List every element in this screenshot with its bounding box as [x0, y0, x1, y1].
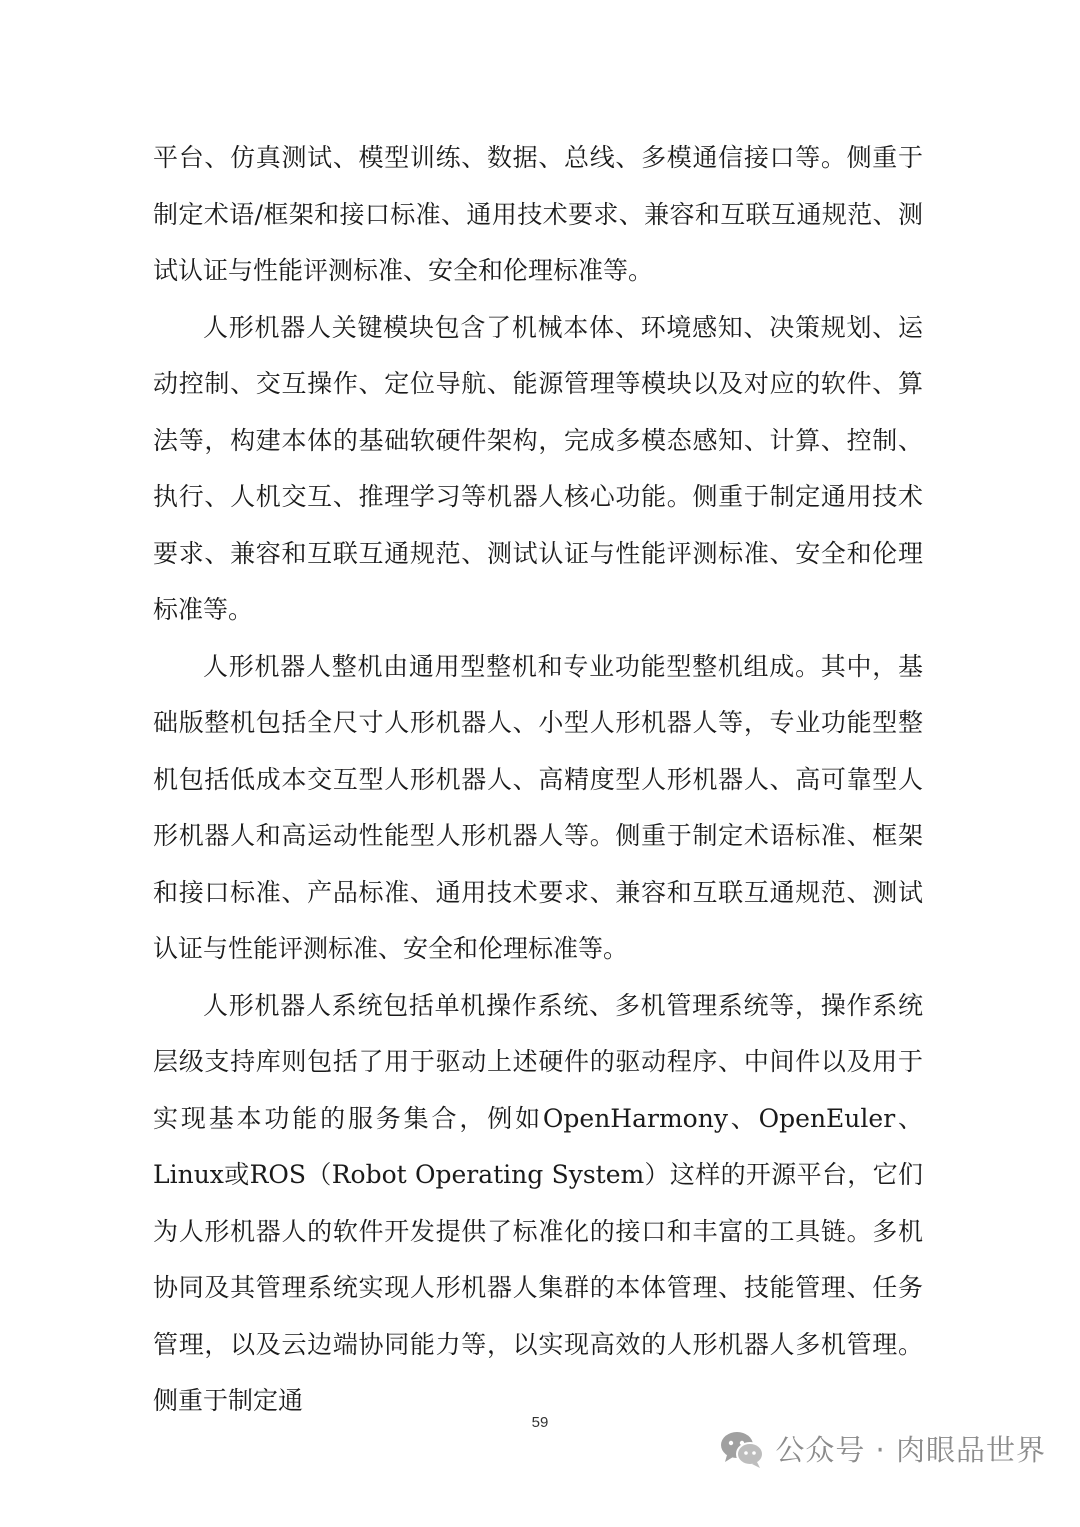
paragraph-key-modules: 人形机器人关键模块包含了机械本体、环境感知、决策规划、运动控制、交互操作、定位导航、能源管理等模块以及对应的软件、算法等，构建本体的基础软硬件架构，完成多模态感知、计算、控制、执行、人机交互、推理学习等机器人核心功能。侧重于制定通用技术要求、兼容和互联互通规范、测试认证与性能评测标准、安全和伦理标准等。	[153, 312, 923, 624]
paragraph-system: 人形机器人系统包括单机操作系统、多机管理系统等，操作系统层级支持库则包括了用于驱动上述硬件的驱动程序、中间件以及用于实现基本功能的服务集合，例如OpenHarmony、OpenEuler、Linux或ROS（Robot Operating System）这样的开源平台，它们为人形机器人的软件开发提供了标准化的接口和丰富的工具链。多机协同及其管理系统实现人形机器人集群的本体管理、技能管理、任务管理，以及云边端协同能力等，以实现高效的人形机器人多机管理。侧重于制定通	[153, 990, 923, 1415]
watermark	[719, 1428, 1046, 1469]
paragraph-continuation: 平台、仿真测试、模型训练、数据、总线、多模通信接口等。侧重于制定术语/框架和接口标准、通用技术要求、兼容和互联互通规范、测试认证与性能评测标准、安全和伦理标准等。	[153, 143, 923, 285]
document-body	[153, 130, 923, 1430]
page-number: 59	[531, 1414, 549, 1431]
watermark-text: 公众号 · 肉眼品世界	[775, 1433, 1046, 1467]
wechat-icon	[719, 1429, 765, 1469]
paragraph-complete-machine: 人形机器人整机由通用型整机和专业功能型整机组成。其中，基础版整机包括全尺寸人形机器人、小型人形机器人等，专业功能型整机包括低成本交互型人形机器人、高精度型人形机器人、高可靠型人形机器人和高运动性能型人形机器人等。侧重于制定术语标准、框架和接口标准、产品标准、通用技术要求、兼容和互联互通规范、测试认证与性能评测标准、安全和伦理标准等。	[153, 651, 923, 963]
